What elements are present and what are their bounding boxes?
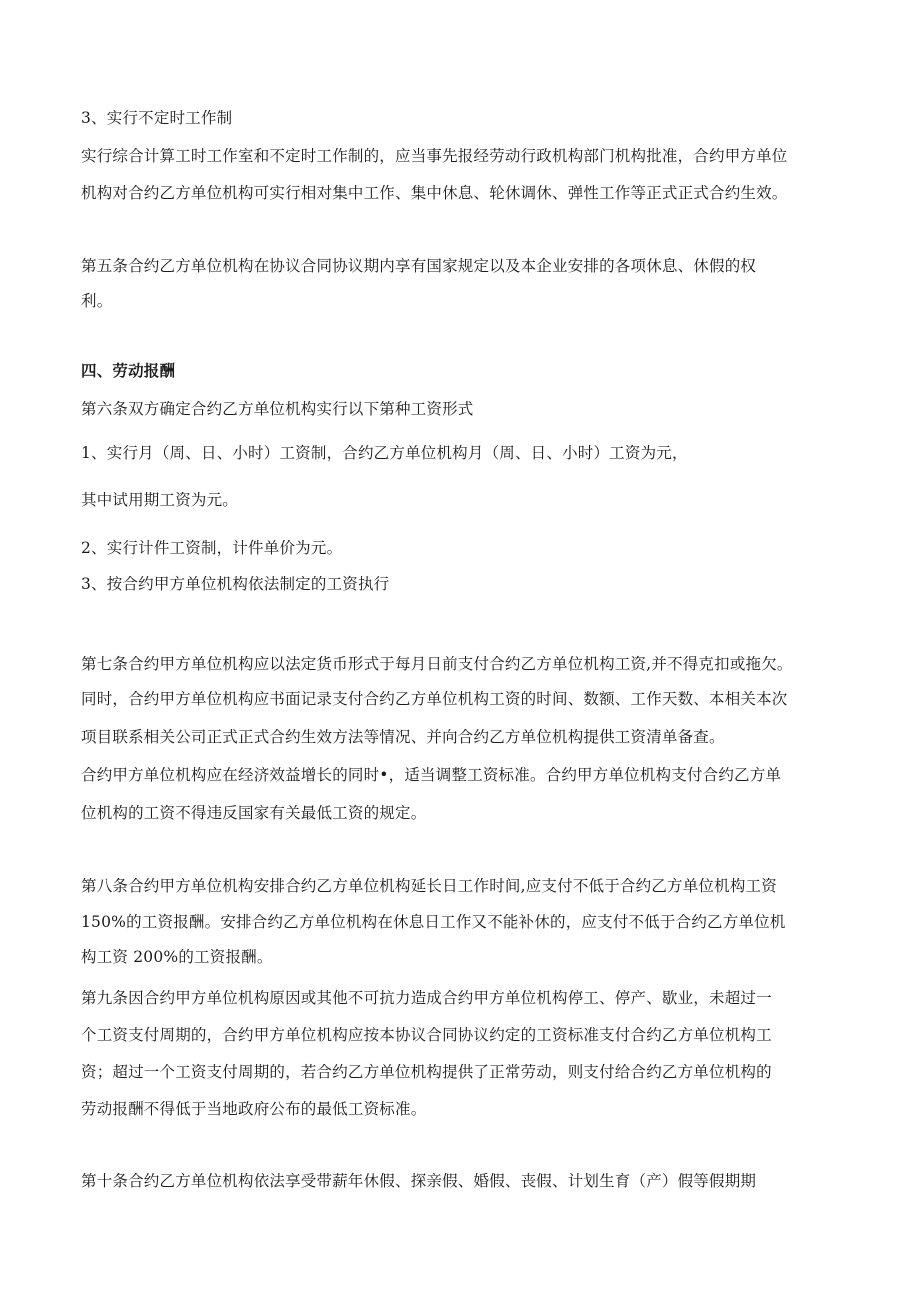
text-line: 第九条因合约甲方单位机构原因或其他不可抗力造成合约甲方单位机构停工、停产、歇业，未超过一 xyxy=(81,989,772,1007)
text-line: 劳动报酬不得低于当地政府公布的最低工资标准。 xyxy=(81,1100,427,1118)
text-line: 1、实行月（周、日、小时）工资制，合约乙方单位机构月（周、日、小时）工资为元， xyxy=(81,444,688,462)
text-line: 其中试用期工资为元。 xyxy=(81,491,239,509)
text-line: 机构对合约乙方单位机构可实行相对集中工作、集中休息、轮休调休、弹性工作等正式正式合约生效。 xyxy=(81,184,788,202)
text-line: 合约甲方单位机构应在经济效益增长的同时•，适当调整工资标准。合约甲方单位机构支付合约乙方单 xyxy=(81,766,782,784)
text-line: 构工资 200%的工资报酬。 xyxy=(81,948,273,966)
text-line: 个工资支付周期的，合约甲方单位机构应按本协议合同协议约定的工资标准支付合约乙方单位机构工 xyxy=(81,1026,772,1044)
text-line: 2、实行计件工资制，计件单价为元。 xyxy=(81,539,343,557)
text-line: 资；超过一个工资支付周期的，若合约乙方单位机构提供了正常劳动，则支付给合约乙方单位机构的 xyxy=(81,1063,772,1081)
text-line: 项目联系相关公司正式正式合约生效方法等情况、并向合约乙方单位机构提供工资清单备查。 xyxy=(81,728,725,746)
text-line: 第五条合约乙方单位机构在协议合同协议期内享有国家规定以及本企业安排的各项休息、休假的权 xyxy=(81,257,757,275)
text-line: 150%的工资报酬。安排合约乙方单位机构在休息日工作又不能补休的，应支付不低于合约乙方单位机 xyxy=(81,913,786,931)
text-line: 位机构的工资不得违反国家有关最低工资的规定。 xyxy=(81,804,427,822)
text-line: 同时，合约甲方单位机构应书面记录支付合约乙方单位机构工资的时间、数额、工作天数、本相关本次 xyxy=(81,690,788,708)
text-line: 3、实行不定时工作制 xyxy=(81,109,233,127)
text-line: 利。 xyxy=(81,292,113,310)
section-heading: 四、劳动报酬 xyxy=(81,362,176,380)
text-line: 实行综合计算工时工作室和不定时工作制的，应当事先报经劳动行政机构部门机构批准，合约甲方单位 xyxy=(81,147,788,165)
text-line: 第七条合约甲方单位机构应以法定货币形式于每月日前支付合约乙方单位机构工资,并不得克扣或拖欠。 xyxy=(81,655,793,673)
text-line: 3、按合约甲方单位机构依法制定的工资执行 xyxy=(81,575,390,593)
text-line: 第六条双方确定合约乙方单位机构实行以下第种工资形式 xyxy=(81,400,474,418)
text-line: 第八条合约甲方单位机构安排合约乙方单位机构延长日工作时间,应支付不低于合约乙方单位机构工资 xyxy=(81,877,777,895)
text-line: 第十条合约乙方单位机构依法享受带薪年休假、探亲假、婚假、丧假、计划生育（产）假等假期期 xyxy=(81,1172,757,1190)
